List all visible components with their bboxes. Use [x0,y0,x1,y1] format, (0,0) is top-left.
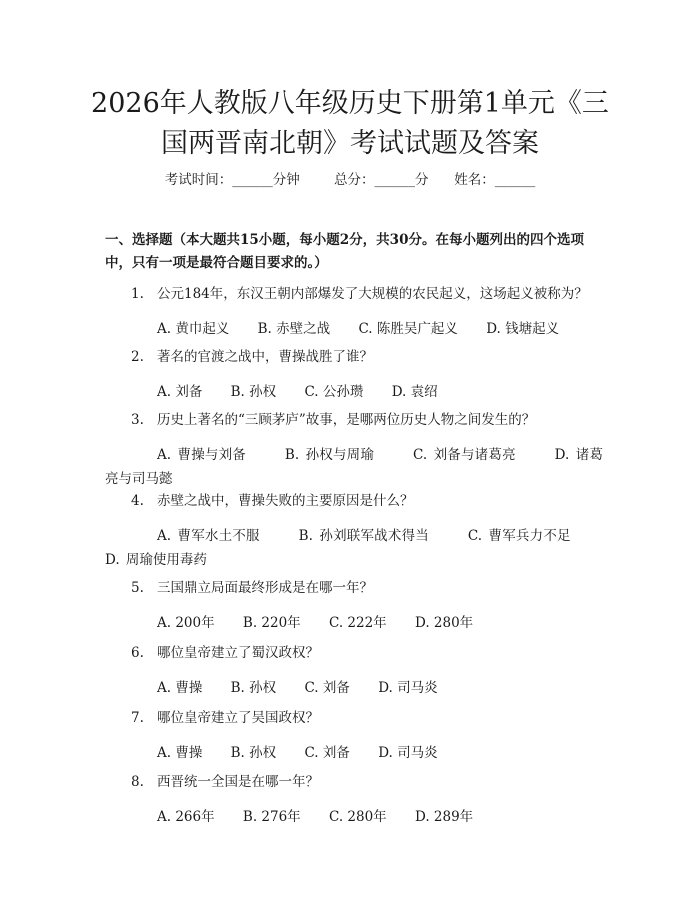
option-d[interactable]: D. 司马炎 [378,680,438,696]
time-blank: ______ [232,172,273,188]
question-stem: 西晋统一全国是在哪一年？ [157,774,319,790]
page-title: 2026年人教版八年级历史下册第1单元《三国两晋南北朝》考试试题及答案 [91,88,609,159]
option-d[interactable]: D. 280年 [414,615,474,631]
option-a[interactable]: A. 刘备 [157,384,203,400]
section-heading: 一、选择题（本大题共15小题，每小题2分，共30分。在每小题列出的四个选项中，只有一项是最符合题目要求的。） [105,232,584,271]
option-d[interactable]: D. 司马炎 [378,745,438,761]
question-options [105,805,603,829]
option-b[interactable]: B. 孙权 [230,745,277,761]
option-c[interactable]: C. 280年 [328,809,387,825]
name-blank: ______ [494,172,536,188]
option-a[interactable]: A. 266年 [157,809,215,825]
time-label: 考试时间： [164,172,233,188]
question-options [105,317,603,341]
time-unit: 分钟 [272,172,300,188]
question-options [105,676,603,700]
score-blank: ______ [374,172,416,188]
question-options [105,443,603,491]
question-number: 3. [131,412,144,428]
option-a[interactable]: A. 曹操 [157,680,203,696]
option-b[interactable]: B. 孙刘联军战术得当 [298,528,429,544]
option-c[interactable]: C. 曹军兵力不足 [467,528,571,544]
name-label: 姓名： [454,172,495,188]
exam-meta-line [0,168,700,188]
option-d[interactable]: D. 289年 [414,809,474,825]
question-options [105,741,603,765]
option-a[interactable]: A. 曹军水土不服 [157,528,260,544]
question-number: 6. [131,645,144,661]
question-stem: 哪位皇帝建立了吴国政权？ [157,710,319,726]
option-b[interactable]: B. 孙权与周瑜 [284,447,375,463]
option-b[interactable]: B. 孙权 [230,384,277,400]
option-b[interactable]: B. 220年 [242,615,301,631]
question-stem: 历史上著名的“三顾茅庐”故事，是哪两位历史人物之间发生的？ [157,412,536,428]
question-options [105,380,603,404]
option-d[interactable]: D. 钱塘起义 [486,321,560,337]
option-b[interactable]: B. 276年 [242,809,301,825]
option-a[interactable]: A. 曹操 [157,745,203,761]
question-number: 5. [131,580,144,596]
question-number: 4. [131,493,144,509]
question-number: 2. [131,349,144,365]
score-unit: 分 [415,172,429,188]
question-number: 7. [131,710,144,726]
option-b[interactable]: B. 赤壁之战 [257,321,331,337]
option-d[interactable]: D. 袁绍 [391,384,438,400]
option-c[interactable]: C. 刘备 [304,745,350,761]
option-d[interactable]: D. 诸葛亮与司马懿 [105,447,603,487]
option-c[interactable]: C. 222年 [328,615,387,631]
question-number: 1. [131,286,144,302]
question-options [105,611,603,635]
option-a[interactable]: A. 200年 [157,615,215,631]
option-c[interactable]: C. 刘备与诸葛亮 [412,447,516,463]
option-d[interactable]: D. 周瑜使用毒药 [105,552,207,568]
score-label: 总分： [334,172,375,188]
option-a[interactable]: A. 黄巾起义 [157,321,230,337]
question-stem: 哪位皇帝建立了蜀汉政权？ [157,645,319,661]
question-stem: 公元184年，东汉王朝内部爆发了大规模的农民起义，这场起义被称为？ [157,286,588,302]
option-c[interactable]: C. 公孙瓒 [304,384,364,400]
question-stem: 著名的官渡之战中，曹操战胜了谁？ [157,349,373,365]
question-stem: 三国鼎立局面最终形成是在哪一年？ [157,580,373,596]
option-a[interactable]: A. 曹操与刘备 [157,447,246,463]
option-b[interactable]: B. 孙权 [230,680,277,696]
option-c[interactable]: C. 刘备 [304,680,350,696]
question-stem: 赤壁之战中，曹操失败的主要原因是什么？ [157,493,414,509]
question-options [105,524,603,572]
question-number: 8. [131,774,144,790]
option-c[interactable]: C. 陈胜吴广起义 [358,321,458,337]
